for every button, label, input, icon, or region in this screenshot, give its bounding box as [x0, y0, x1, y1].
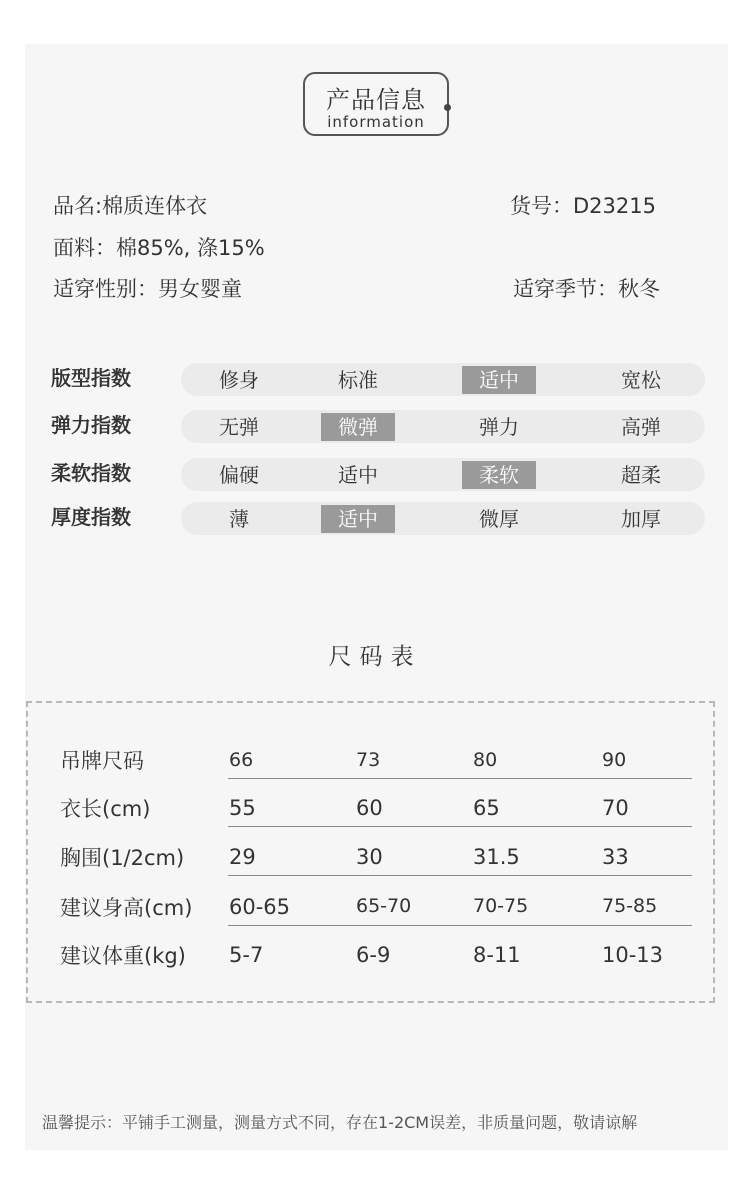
size-cell: 75-85: [602, 895, 658, 917]
index-option: 高弹: [621, 415, 661, 439]
index-option: 无弹: [219, 415, 259, 439]
index-option: 偏硬: [219, 463, 259, 487]
season: 适穿季节：秋冬: [513, 277, 660, 301]
size-cell: 90: [602, 749, 627, 771]
index-option: 标准: [338, 368, 378, 392]
size-cell: 60: [356, 796, 383, 820]
index-option: 超柔: [621, 463, 661, 487]
size-cell: 10-13: [602, 943, 664, 967]
size-cell: 29: [229, 845, 256, 869]
size-cell: 8-11: [473, 943, 521, 967]
size-row-label: 建议体重(kg): [60, 944, 186, 968]
footer-note: 温馨提示：平铺手工测量，测量方式不同，存在1-2CM误差，非质量问题，敬请谅解: [42, 1113, 638, 1132]
size-row-label: 衣长(cm): [60, 797, 151, 821]
index-option: 薄: [229, 507, 249, 531]
section-subtitle: information: [327, 113, 425, 131]
size-cell: 66: [229, 749, 254, 771]
size-cell: 31.5: [473, 845, 520, 869]
index-option: 适中: [338, 463, 378, 487]
index-label: 厚度指数: [51, 505, 131, 529]
item-number: 货号：D23215: [510, 194, 656, 218]
index-option: 加厚: [621, 507, 661, 531]
index-option-selected: 微弹: [321, 413, 395, 441]
row-divider: [228, 875, 692, 876]
material: 面料：棉85%, 涤15%: [53, 236, 265, 260]
size-cell: 73: [356, 749, 381, 771]
gender: 适穿性别：男女婴童: [53, 277, 242, 301]
index-label: 版型指数: [51, 366, 131, 390]
row-divider: [228, 925, 692, 926]
index-label: 弹力指数: [51, 413, 131, 437]
size-cell: 55: [229, 796, 256, 820]
section-title: 产品信息: [326, 86, 426, 114]
size-row-label: 建议身高(cm): [60, 896, 193, 920]
product-name: 品名:棉质连体衣: [53, 194, 208, 218]
size-cell: 33: [602, 845, 629, 869]
index-option-selected: 适中: [321, 505, 395, 533]
size-cell: 5-7: [229, 943, 264, 967]
row-divider: [228, 826, 692, 827]
index-option: 修身: [219, 368, 259, 392]
size-cell: 6-9: [356, 943, 391, 967]
size-row-label: 胸围(1/2cm): [60, 846, 185, 870]
row-divider: [228, 778, 692, 779]
size-cell: 70-75: [473, 895, 529, 917]
size-cell: 60-65: [229, 895, 291, 919]
index-option-selected: 柔软: [462, 461, 536, 489]
size-table-title: 尺码表: [328, 644, 422, 670]
size-cell: 65-70: [356, 895, 412, 917]
index-option: 微厚: [479, 507, 519, 531]
index-option: 宽松: [621, 368, 661, 392]
size-row-label: 吊牌尺码: [60, 749, 144, 773]
index-option-selected: 适中: [462, 366, 536, 394]
size-cell: 70: [602, 796, 629, 820]
size-cell: 30: [356, 845, 383, 869]
index-label: 柔软指数: [51, 461, 131, 485]
index-option: 弹力: [479, 415, 519, 439]
size-cell: 65: [473, 796, 500, 820]
size-cell: 80: [473, 749, 498, 771]
